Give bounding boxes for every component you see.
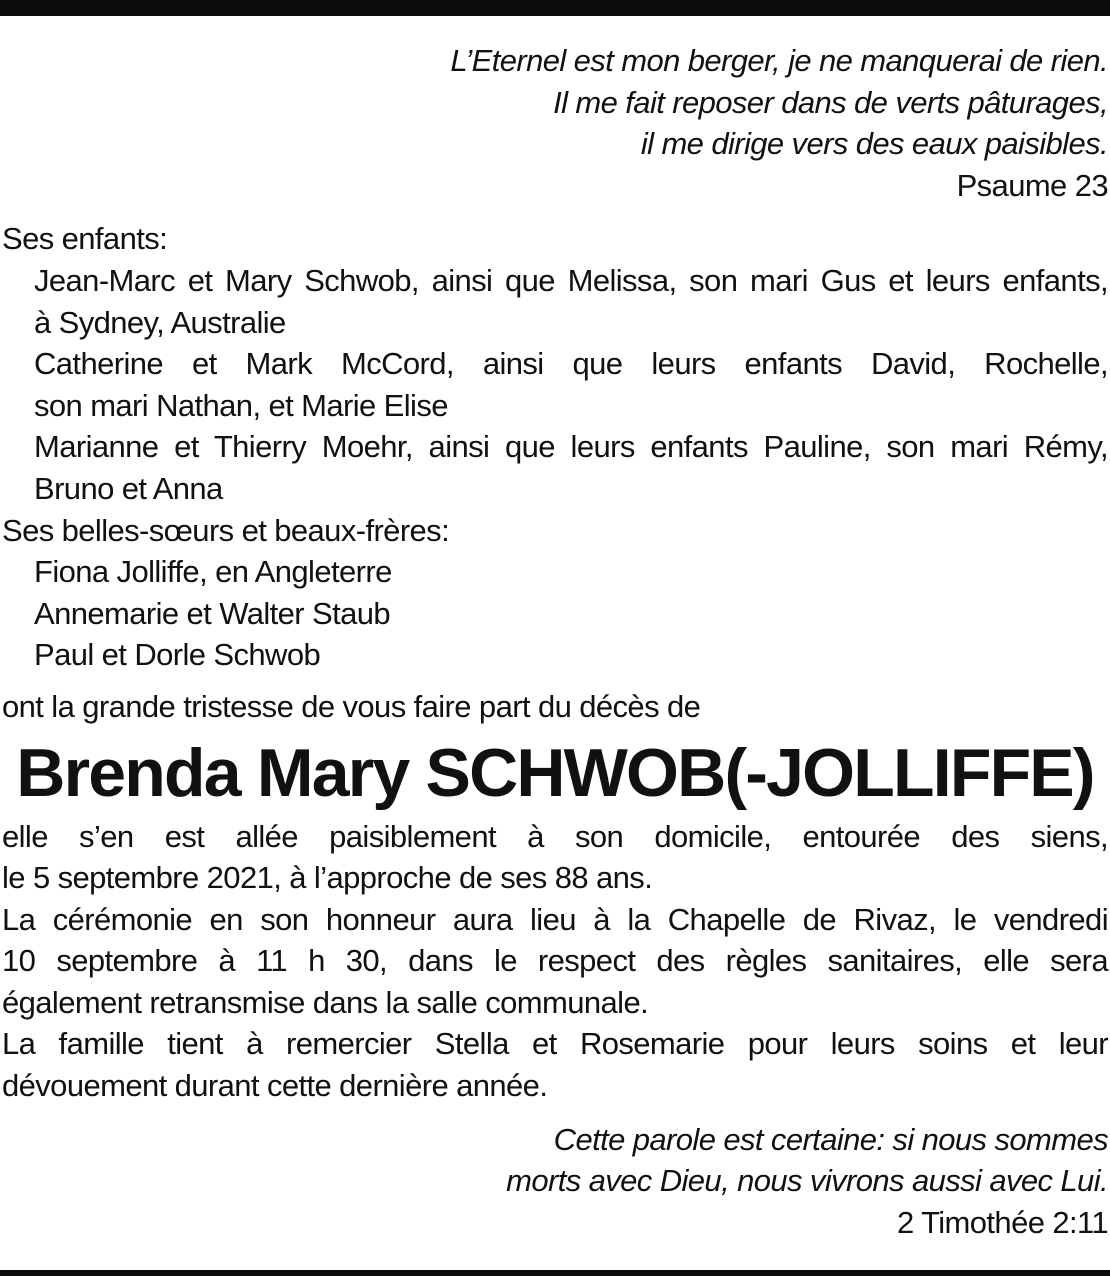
quote-line: L’Eternel est mon berger, je ne manquerai de rien. [450, 43, 1108, 78]
obituary-notice [2, 40, 1108, 1243]
quote-line: Cette parole est certaine: si nous sommes [553, 1121, 1108, 1157]
deceased-name: Brenda Mary SCHWOB(-JOLLIFFE) [16, 734, 1094, 811]
quote-line: Il me fait reposer dans de verts pâturages, [553, 84, 1108, 120]
child-entry-line: Bruno et Anna [34, 470, 223, 506]
in-law-entry: Paul et Dorle Schwob [34, 637, 321, 673]
child-entry-line: Catherine et Mark McCord, ainsi que leurs enfants David, Rochelle, [34, 346, 1108, 382]
body-line: La cérémonie en son honneur aura lieu à la Chapelle de Rivaz, le vendredi [2, 901, 1108, 937]
child-entry-line: son mari Nathan, et Marie Elise [34, 387, 448, 423]
body-line: dévouement durant cette dernière année. [2, 1068, 548, 1104]
child-entry-line: Jean-Marc et Mary Schwob, ainsi que Melissa, son mari Gus et leurs enfants, [34, 262, 1108, 298]
quote-line: il me dirige vers des eaux paisibles. [640, 126, 1108, 162]
closing-scripture-quote [2, 1119, 1108, 1244]
body-line: 10 septembre à 11 h 30, dans le respect des règles sanitaires, elle sera [2, 943, 1108, 979]
opening-scripture-quote [2, 40, 1108, 206]
spacer [2, 206, 1108, 218]
in-law-entry: Annemarie et Walter Staub [34, 595, 391, 631]
quote-reference: Psaume 23 [956, 167, 1108, 203]
child-entry [2, 260, 1108, 343]
in-laws-list [2, 551, 1108, 676]
bottom-border-rule [0, 1270, 1110, 1276]
body-line: elle s’en est allée paisiblement à son domicile, entourée des siens, [2, 818, 1108, 854]
children-section [2, 218, 1108, 509]
quote-line: morts avec Dieu, nous vivrons aussi avec Lui. [506, 1163, 1108, 1199]
announcement-text: ont la grande tristesse de vous faire part du décès de [2, 688, 701, 724]
child-entry [2, 426, 1108, 509]
child-entry [2, 343, 1108, 426]
body-line: le 5 septembre 2021, à l’approche de ses 88 ans. [2, 860, 653, 896]
in-laws-section [2, 510, 1108, 676]
body-line: également retransmise dans la salle communale. [2, 984, 649, 1020]
spacer [2, 676, 1108, 686]
in-law-entry: Fiona Jolliffe, en Angleterre [34, 554, 392, 590]
quote-reference: 2 Timothée 2:11 [896, 1204, 1108, 1240]
child-entry-line: à Sydney, Australie [34, 304, 286, 340]
top-border-rule [0, 0, 1110, 16]
notice-body [2, 816, 1108, 1107]
in-laws-heading: Ses belles-sœurs et beaux-frères: [2, 512, 450, 548]
body-line: La famille tient à remercier Stella et Rosemarie pour leurs soins et leur [2, 1026, 1108, 1062]
child-entry-line: Marianne et Thierry Moehr, ainsi que leurs enfants Pauline, son mari Rémy, [34, 429, 1108, 465]
children-heading: Ses enfants: [2, 221, 168, 257]
